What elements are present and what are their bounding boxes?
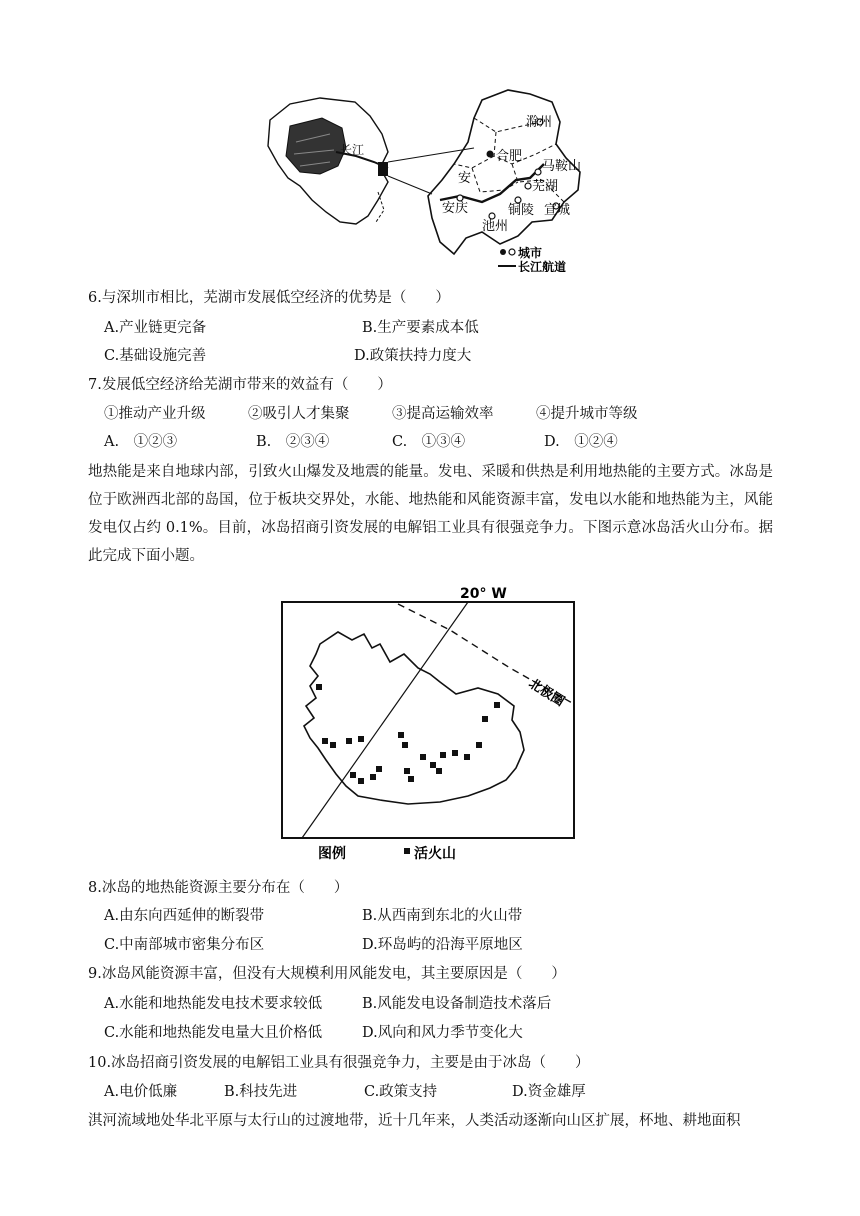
label-maanshan: 马鞍山 [542, 159, 582, 174]
q7-option-a[interactable]: A. ①②③ [104, 434, 178, 450]
label-hefei: 合肥 [496, 149, 523, 164]
passage-qihe: 淇河流域地处华北平原与太行山的过渡地带，近十几年来，人类活动逐渐向山区扩展，杯地、耕地面积 [88, 1113, 741, 1129]
label-an: 安 [458, 171, 472, 186]
q7-item-1: ①推动产业升级 [104, 406, 206, 422]
legend-city: 城市 [518, 246, 543, 260]
q8-option-d[interactable]: D.环岛屿的沿海平原地区 [362, 937, 523, 953]
q10-stem: 10.冰岛招商引资发展的电解铝工业具有很强竞争力，主要是由于冰岛（ ） [88, 1055, 590, 1071]
q6-option-b[interactable]: B.生产要素成本低 [362, 320, 479, 336]
label-changjiang: 长江 [340, 143, 365, 157]
passage-geothermal: 地热能是来自地球内部，引致火山爆发及地震的能量。发电、采暖和供热是利用地热能的主要方式。冰岛是位于欧洲西北部的岛国，位于板块交界处，水能、地热能和风能资源丰富，发电以水能和地热能为主，风能发电仅占约 0.1%。目前，冰岛招商引资发展的电解铝工业具有很强竞争力。下图示意冰岛活火山分布。据此完成下面小题。 [88, 464, 773, 564]
q7-item-4: ④提升城市等级 [536, 406, 638, 422]
iceland-map [280, 582, 580, 864]
meridian-label: 20° W [460, 586, 507, 602]
label-anqing: 安庆 [442, 201, 469, 216]
legend-title: 图例 [318, 846, 346, 862]
label-wuhu: 芜湖 [532, 179, 559, 194]
legend-volcano: 活火山 [414, 846, 456, 862]
q9-option-d[interactable]: D.风向和风力季节变化大 [362, 1025, 523, 1041]
q7-option-b[interactable]: B. ②③④ [256, 434, 330, 450]
q10-option-d[interactable]: D.资金雄厚 [512, 1084, 586, 1100]
q9-option-c[interactable]: C.水能和地热能发电量大且价格低 [104, 1025, 323, 1041]
legend-route: 长江航道 [518, 260, 567, 272]
q8-option-c[interactable]: C.中南部城市密集分布区 [104, 937, 265, 953]
q10-option-a[interactable]: A.电价低廉 [104, 1084, 178, 1100]
label-xuancheng: 宣城 [544, 203, 571, 218]
q9-stem: 9.冰岛风能资源丰富，但没有大规模利用风能发电，其主要原因是（ ） [88, 966, 566, 982]
q10-option-b[interactable]: B.科技先进 [224, 1084, 298, 1100]
anhui-map [260, 82, 590, 272]
q7-stem: 7.发展低空经济给芜湖市带来的效益有（ ） [88, 377, 392, 393]
q6-option-c[interactable]: C.基础设施完善 [104, 348, 207, 364]
q7-item-2: ②吸引人才集聚 [248, 406, 350, 422]
q7-option-c[interactable]: C. ①③④ [392, 434, 466, 450]
q10-option-c[interactable]: C.政策支持 [364, 1084, 438, 1100]
q7-option-d[interactable]: D. ①②④ [544, 434, 618, 450]
volcano-markers [316, 684, 500, 784]
q8-option-b[interactable]: B.从西南到东北的火山带 [362, 908, 523, 924]
q8-option-a[interactable]: A.由东向西延伸的断裂带 [104, 908, 265, 924]
arctic-circle-label: 北极圈 [525, 676, 567, 710]
q6-stem: 6.与深圳市相比，芜湖市发展低空经济的优势是（ ） [88, 290, 450, 306]
label-tongling: 铜陵 [508, 203, 535, 218]
q9-option-b[interactable]: B.风能发电设备制造技术落后 [362, 996, 552, 1012]
q8-stem: 8.冰岛的地热能资源主要分布在（ ） [88, 880, 349, 896]
q6-option-d[interactable]: D.政策扶持力度大 [354, 348, 472, 364]
q6-option-a[interactable]: A.产业链更完备 [104, 320, 207, 336]
q9-option-a[interactable]: A.水能和地热能发电技术要求较低 [104, 996, 323, 1012]
label-chuzhou: 滁州 [526, 115, 553, 130]
label-chizhou: 池州 [482, 219, 509, 234]
q7-item-3: ③提高运输效率 [392, 406, 494, 422]
